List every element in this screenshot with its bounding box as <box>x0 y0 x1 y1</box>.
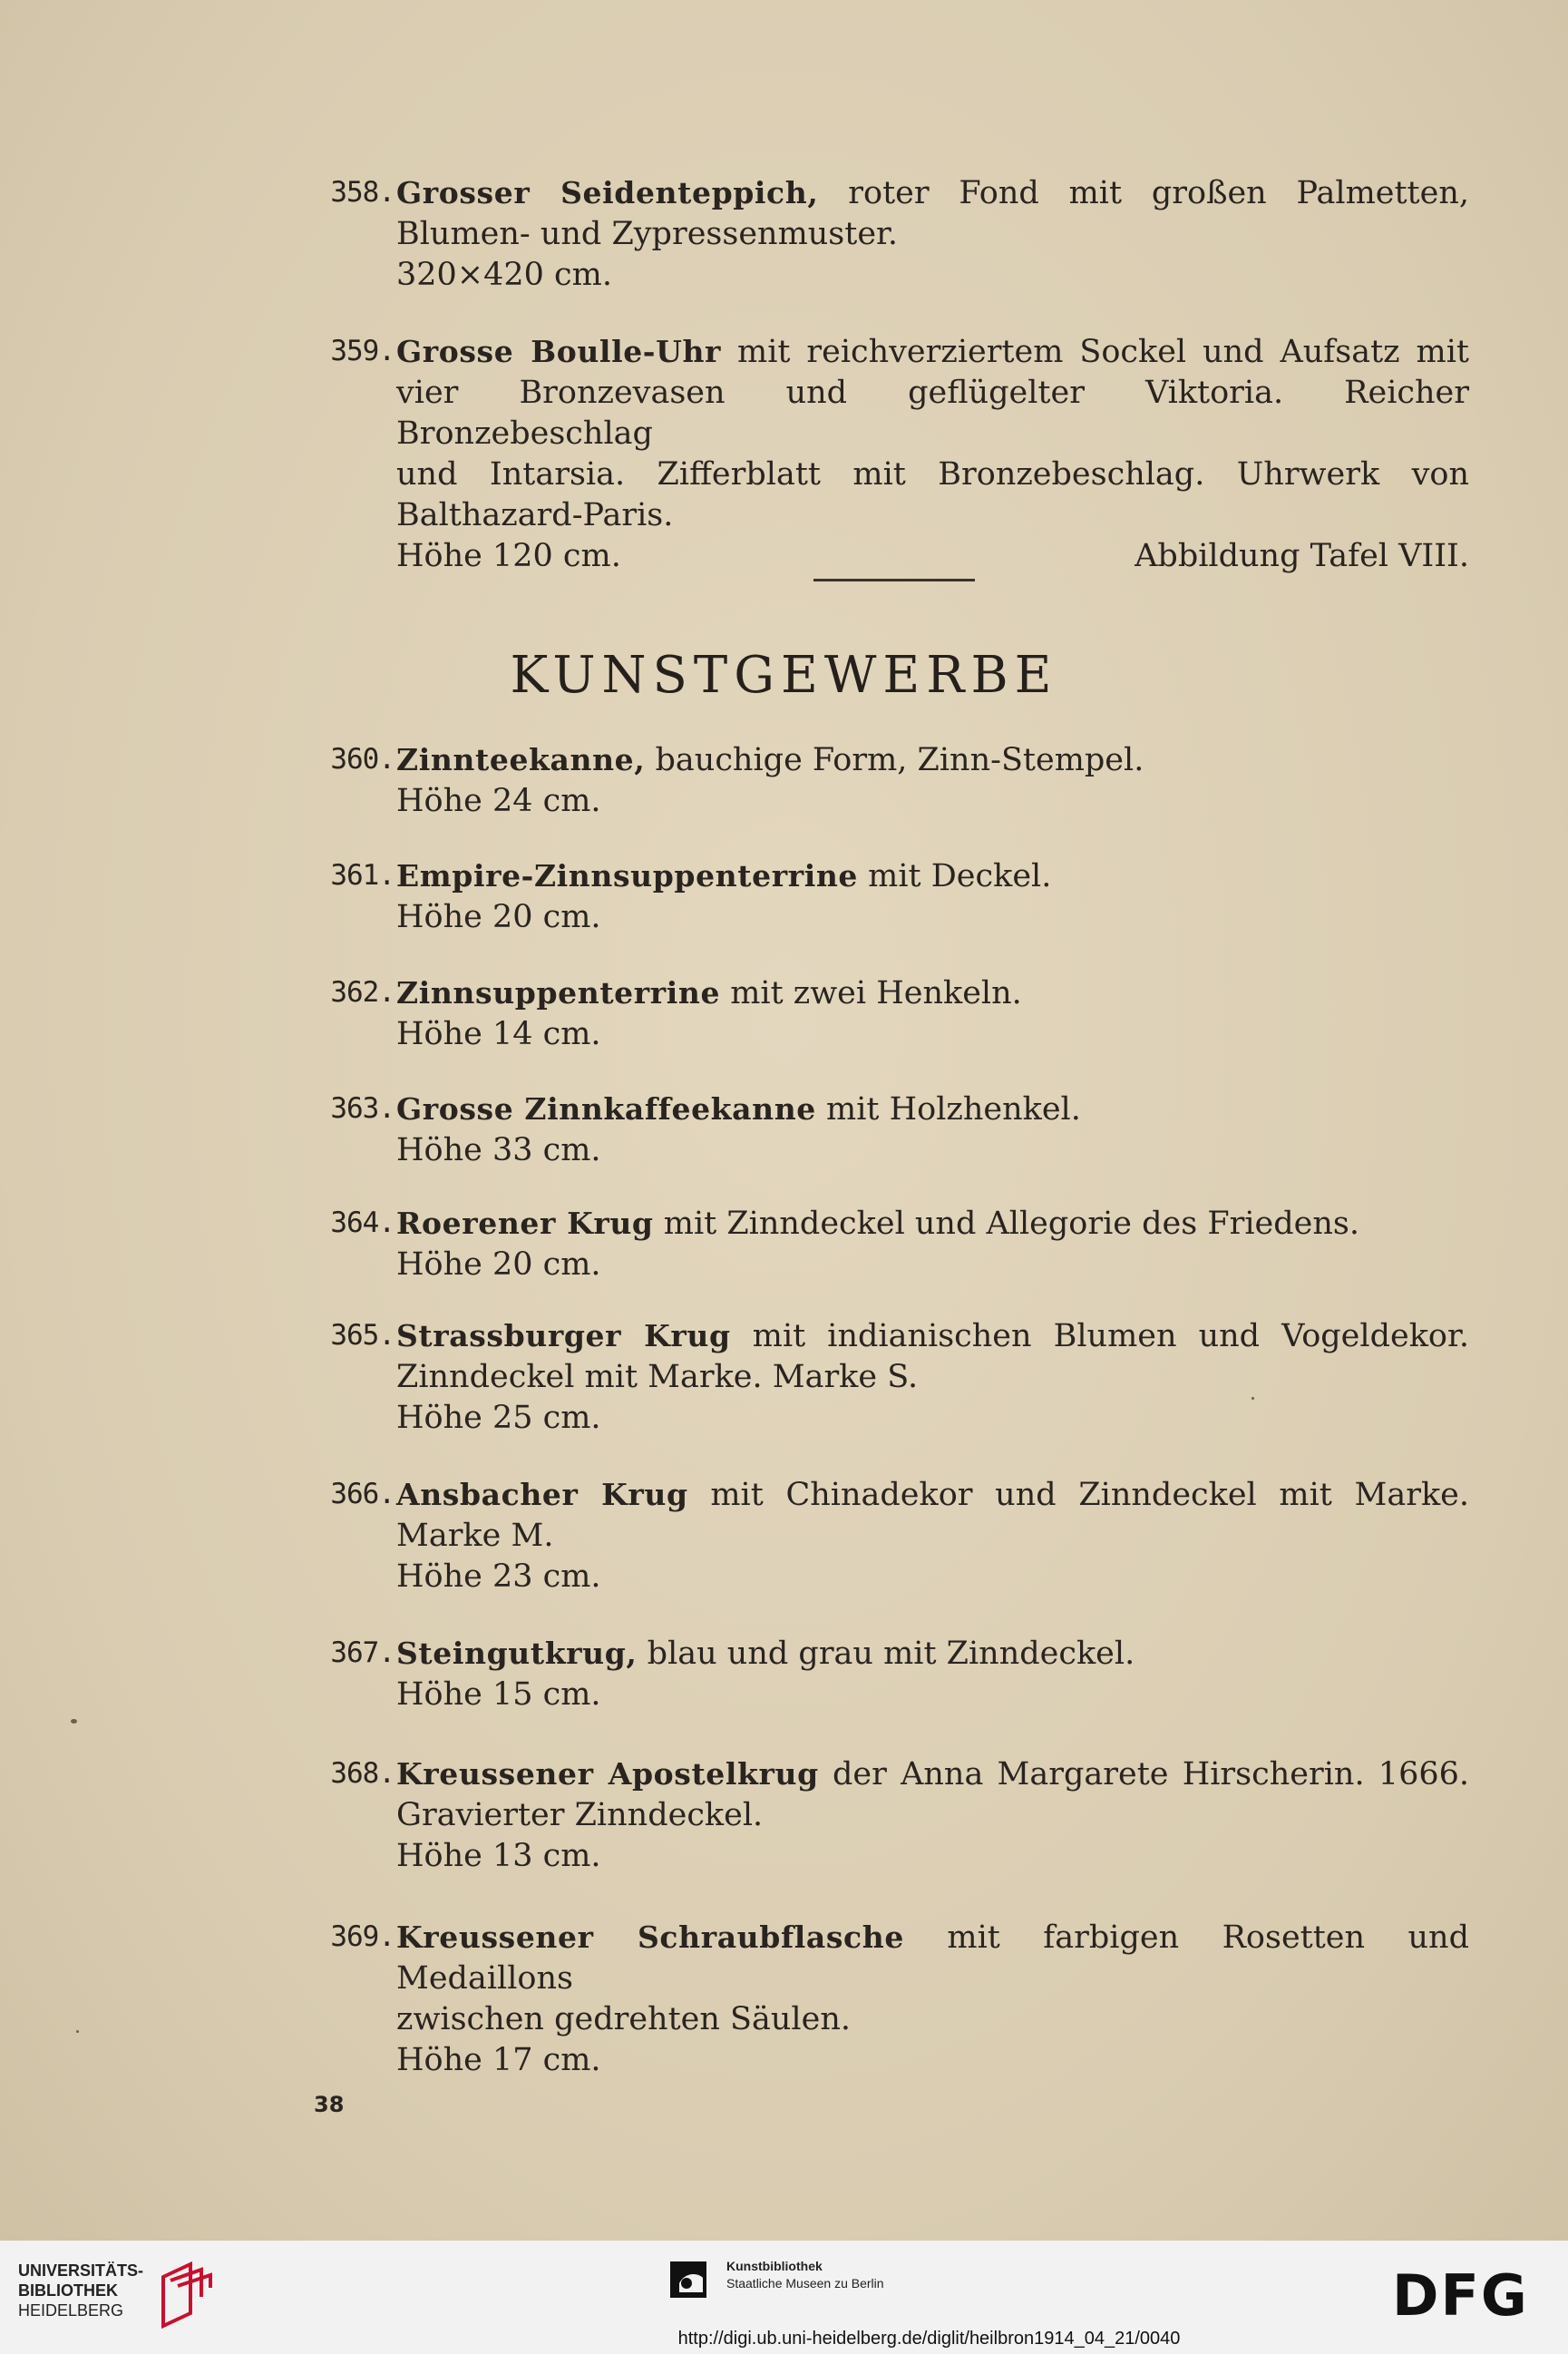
entry-number: 360. <box>330 743 394 776</box>
entry-title: Kreussener Schraubflasche <box>396 1919 904 1955</box>
entry-title: Grosse Zinnkaffeekanne <box>396 1091 816 1127</box>
entry-height: Höhe 14 cm. <box>396 1016 601 1052</box>
entry-first-line <box>396 739 1469 781</box>
entry-title: Zinnteekanne, <box>396 742 646 777</box>
university-library-logo[interactable] <box>18 2261 222 2329</box>
entry-number: 364. <box>330 1206 394 1239</box>
permalink-url[interactable]: http://digi.ub.uni-heidelberg.de/diglit/heilbron1914_04_21/0040 <box>677 2329 1181 2349</box>
entry-line: zwischen gedrehten Säulen. <box>396 2001 851 2037</box>
entry-title: Grosser Seidenteppich, <box>396 175 819 210</box>
entry-number: 369. <box>330 1920 394 1953</box>
kunstbibliothek-logo[interactable] <box>667 2256 939 2307</box>
entry-first-line: Grosser Seidenteppich, roter Fond mit großen Palmetten, <box>396 175 1469 211</box>
illustration-reference: Abbildung Tafel VIII. <box>1135 538 1469 574</box>
entry-number: 366. <box>330 1478 394 1510</box>
entry-number: 362. <box>330 976 394 1009</box>
entry-height: Höhe 120 cm. <box>396 538 621 574</box>
catalog-entry <box>322 1315 1469 1439</box>
entry-height-row <box>396 536 1469 577</box>
catalog-entry <box>322 1917 1469 2081</box>
entry-height: Höhe 23 cm. <box>396 1558 601 1595</box>
kb-logo-icon <box>667 2256 717 2301</box>
library-mark-icon <box>154 2261 218 2329</box>
catalog-entry <box>322 739 1469 822</box>
entry-description: mit Chinadekor und Zinndeckel mit Marke. <box>710 1477 1469 1513</box>
entry-first-line: Grosse Boulle-Uhr mit reichverziertem Sockel und Aufsatz mit <box>396 334 1469 370</box>
catalog-entry <box>322 1753 1469 1877</box>
entry-title: Kreussener Apostelkrug <box>396 1756 819 1792</box>
entry-description: mit farbigen Rosetten und Medaillons <box>396 1919 1469 1997</box>
library-name: UNIVERSITÄTS- BIBLIOTHEK HEIDELBERG <box>18 2261 144 2320</box>
entry-line: Blumen- und Zypressenmuster. <box>396 216 899 252</box>
catalog-entry <box>322 855 1469 938</box>
entry-number: 367. <box>330 1636 394 1669</box>
catalog-entry <box>322 1089 1469 1171</box>
entry-number: 363. <box>330 1092 394 1125</box>
entry-description: mit Holzhenkel. <box>826 1091 1081 1128</box>
entry-height: Höhe 13 cm. <box>396 1838 601 1874</box>
entry-line: und Intarsia. Zifferblatt mit Bronzebeschlag. Uhrwerk von <box>396 456 1469 493</box>
entry-line: Balthazard-Paris. <box>396 497 674 533</box>
catalog-entry-359 <box>322 331 1469 577</box>
entry-title: Zinnsuppenterrine <box>396 975 721 1011</box>
entry-title: Strassburger Krug <box>396 1318 731 1353</box>
entry-first-line <box>396 855 1469 897</box>
entry-number: 359. <box>330 335 394 367</box>
entry-title: Ansbacher Krug <box>396 1477 688 1512</box>
entry-description: mit Zinndeckel und Allegorie des Friedens. <box>663 1206 1359 1242</box>
entry-first-line <box>396 1089 1469 1130</box>
entry-first-line <box>396 1203 1469 1245</box>
catalog-entry <box>322 972 1469 1055</box>
scan-speck <box>1251 1397 1254 1400</box>
catalog-entry <box>322 1633 1469 1715</box>
entry-description: blau und grau mit Zinndeckel. <box>647 1636 1135 1672</box>
dfg-logo-text: DFG <box>1392 2268 1529 2320</box>
page-number: 38 <box>314 2092 345 2117</box>
entry-description: bauchige Form, Zinn-Stempel. <box>655 742 1144 778</box>
entry-height: Höhe 20 cm. <box>396 1246 601 1283</box>
entry-height: Höhe 24 cm. <box>396 783 601 819</box>
scan-speck <box>76 2030 79 2033</box>
entry-description: der Anna Margarete Hirscherin. 1666. <box>833 1756 1469 1792</box>
entry-description: mit zwei Henkeln. <box>730 975 1022 1011</box>
scan-speck <box>71 1719 77 1724</box>
entry-title: Roerener Krug <box>396 1206 654 1241</box>
entry-description: mit indianischen Blumen und Vogeldekor. <box>752 1318 1469 1354</box>
entry-line: Gravierter Zinndeckel. <box>396 1797 764 1833</box>
entry-height: Höhe 20 cm. <box>396 899 601 935</box>
catalog-entry <box>322 1474 1469 1597</box>
entry-first-line <box>396 1753 1469 1795</box>
entry-title: Empire-Zinnsuppenterrine <box>396 858 859 894</box>
entry-first-line <box>396 972 1469 1014</box>
dfg-logo[interactable] <box>1392 2268 1546 2320</box>
entry-number: 365. <box>330 1319 394 1352</box>
entry-line: vier Bronzevasen und geflügelter Viktoria. Reicher Bronzebeschlag <box>396 375 1469 452</box>
entry-height: Höhe 15 cm. <box>396 1676 601 1713</box>
entry-first-line <box>396 1474 1469 1516</box>
entry-number: 368. <box>330 1757 394 1790</box>
entry-number: 358. <box>330 176 394 209</box>
entry-description: mit Deckel. <box>868 858 1052 894</box>
catalog-entry <box>322 1203 1469 1285</box>
kb-name: Kunstbibliothek Staatliche Museen zu Berlin <box>726 2259 884 2291</box>
entry-dimensions: 320×420 cm. <box>396 257 612 293</box>
entry-height: Höhe 17 cm. <box>396 2042 601 2078</box>
entry-number: 361. <box>330 859 394 892</box>
section-title: KUNSTGEWERBE <box>510 646 1058 705</box>
entry-line: Marke M. <box>396 1518 554 1554</box>
entry-first-line <box>396 1315 1469 1357</box>
entry-first-line <box>396 1917 1469 1999</box>
section-divider <box>813 579 975 581</box>
entry-title: Grosse Boulle-Uhr <box>396 334 722 369</box>
entry-height: Höhe 25 cm. <box>396 1400 601 1436</box>
entry-title: Steingutkrug, <box>396 1636 638 1671</box>
catalog-entry-358 <box>322 172 1469 296</box>
entry-line: Zinndeckel mit Marke. Marke S. <box>396 1359 919 1395</box>
entry-height: Höhe 33 cm. <box>396 1132 601 1168</box>
entry-first-line <box>396 1633 1469 1675</box>
